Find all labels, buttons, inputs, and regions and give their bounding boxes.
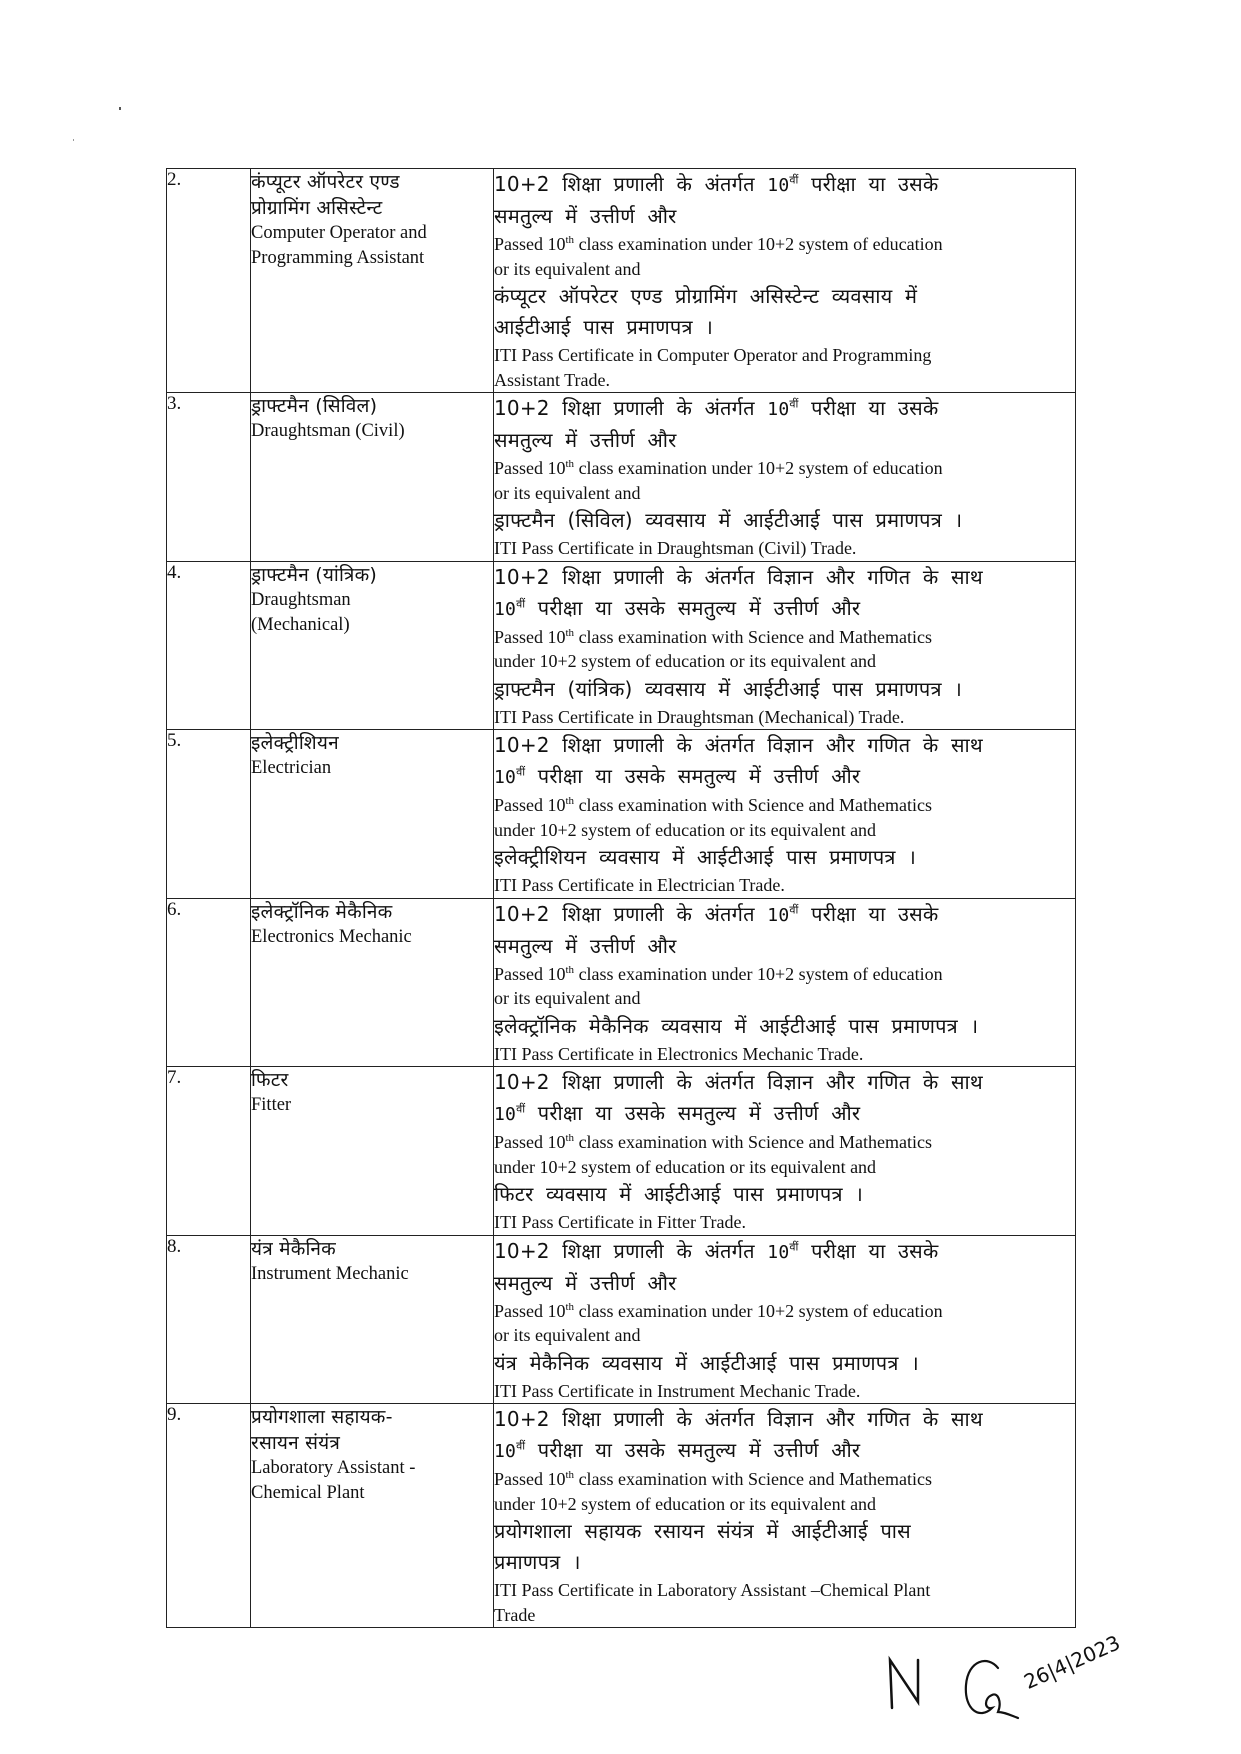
- qualification-english: Passed 10th class examination under 10+2 system of education: [494, 234, 943, 254]
- qualification-english: under 10+2 system of education or its equivalent and: [494, 651, 877, 671]
- iti-certificate-hindi: फिटर व्यवसाय में आईटीआई पास प्रमाणपत्र ।: [494, 1182, 864, 1206]
- qualification-hindi: समतुल्य में उत्तीर्ण और: [494, 204, 677, 228]
- scan-speck: [73, 139, 74, 141]
- iti-certificate-hindi: इलेक्ट्रॉनिक मेकैनिक व्यवसाय में आईटीआई पास प्रमाणपत्र ।: [494, 1013, 979, 1038]
- iti-certificate-english: ITI Pass Certificate in Laboratory Assistant –Chemical Plant: [494, 1580, 931, 1600]
- eligibility-table: [166, 168, 1076, 1628]
- qualification-cell: [494, 561, 1076, 730]
- iti-certificate-hindi: आईटीआई पास प्रमाणपत्र ।: [494, 315, 714, 339]
- trade-name-hindi: ड्राफ्टमैन (सिविल): [251, 395, 378, 417]
- qualification-hindi: 10+2 शिक्षा प्रणाली के अंतर्गत विज्ञान और गणित के साथ: [494, 733, 983, 757]
- qualification-english: Passed 10th class examination under 10+2 system of education: [494, 458, 943, 478]
- trade-name-english: (Mechanical): [251, 614, 350, 635]
- iti-certificate-english: ITI Pass Certificate in Draughtsman (Mechanical) Trade.: [494, 706, 905, 727]
- eligibility-table-body: [167, 169, 1076, 1628]
- qualification-english: Passed 10th class examination with Science and Mathematics: [494, 1469, 932, 1489]
- serial-number: 9.: [167, 1404, 251, 1628]
- qualification-hindi: $10^{वीं}$ परीक्षा या उसके समतुल्य में उत्तीर्ण और: [494, 1101, 861, 1125]
- trade-name-hindi: यंत्र मेकैनिक: [251, 1237, 336, 1260]
- qualification-english: under 10+2 system of education or its equivalent and: [494, 1156, 877, 1177]
- trade-name-english: Electrician: [251, 758, 332, 778]
- trade-name-cell: [251, 1235, 494, 1404]
- trade-name-english: Draughtsman (Civil): [251, 421, 405, 441]
- qualification-hindi: 10+2 शिक्षा प्रणाली के अंतर्गत विज्ञान और गणित के साथ: [494, 1070, 983, 1094]
- qualification-cell: [494, 730, 1076, 899]
- qualification-cell: [494, 169, 1076, 393]
- table-row: [167, 1235, 1076, 1404]
- iti-certificate-english: Trade: [494, 1604, 536, 1625]
- serial-number: 3.: [167, 393, 251, 562]
- scan-speck: [119, 107, 121, 110]
- iti-certificate-english: ITI Pass Certificate in Electrician Trade.: [494, 875, 785, 895]
- trade-name-cell: [251, 169, 494, 393]
- trade-name-hindi: इलेक्ट्रीशियन: [251, 732, 339, 754]
- iti-certificate-hindi: इलेक्ट्रीशियन व्यवसाय में आईटीआई पास प्रमाणपत्र ।: [494, 845, 916, 869]
- serial-number: 2.: [167, 169, 251, 393]
- iti-certificate-english: ITI Pass Certificate in Draughtsman (Civil) Trade.: [494, 538, 857, 558]
- qualification-english: Passed 10th class examination with Science and Mathematics: [494, 626, 932, 647]
- iti-certificate-hindi: ड्राफ्टमैन (सिविल) व्यवसाय में आईटीआई पास प्रमाणपत्र ।: [494, 508, 963, 532]
- qualification-hindi: 10+2 शिक्षा प्रणाली के अंतर्गत $10^{वीं}$ परीक्षा या उसके: [494, 1238, 939, 1263]
- serial-number: 4.: [167, 561, 251, 730]
- qualification-english: Passed 10th class examination with Science and Mathematics: [494, 795, 932, 815]
- trade-name-hindi: प्रोग्रामिंग असिस्टेन्ट: [251, 197, 383, 219]
- qualification-english: Passed 10th class examination with Science and Mathematics: [494, 1132, 932, 1152]
- qualification-hindi: 10+2 शिक्षा प्रणाली के अंतर्गत $10^{वीं}$ परीक्षा या उसके: [494, 172, 939, 196]
- qualification-english: or its equivalent and: [494, 1325, 641, 1345]
- qualification-hindi: समतुल्य में उत्तीर्ण और: [494, 428, 677, 452]
- qualification-english: or its equivalent and: [494, 482, 641, 503]
- qualification-hindi: समतुल्य में उत्तीर्ण और: [494, 933, 677, 958]
- qualification-cell: [494, 1235, 1076, 1404]
- qualification-hindi: 10+2 शिक्षा प्रणाली के अंतर्गत विज्ञान और गणित के साथ: [494, 1407, 983, 1431]
- serial-number: 5.: [167, 730, 251, 899]
- signature: [880, 1630, 1140, 1740]
- table-row: [167, 169, 1076, 393]
- trade-name-hindi: कंप्यूटर ऑपरेटर एण्ड: [251, 171, 400, 193]
- trade-name-english: Instrument Mechanic: [251, 1263, 409, 1284]
- iti-certificate-hindi: प्रमाणपत्र ।: [494, 1550, 581, 1574]
- trade-name-english: Programming Assistant: [251, 248, 425, 268]
- qualification-cell: [494, 1404, 1076, 1628]
- qualification-hindi: $10^{वीं}$ परीक्षा या उसके समतुल्य में उत्तीर्ण और: [494, 1438, 861, 1462]
- iti-certificate-hindi: कंप्यूटर ऑपरेटर एण्ड प्रोग्रामिंग असिस्टेन्ट व्यवसाय में: [494, 284, 918, 308]
- iti-certificate-english: ITI Pass Certificate in Electronics Mechanic Trade.: [494, 1043, 864, 1064]
- serial-number: 6.: [167, 898, 251, 1067]
- iti-certificate-english: Assistant Trade.: [494, 369, 611, 390]
- qualification-hindi: 10+2 शिक्षा प्रणाली के अंतर्गत $10^{वीं}$ परीक्षा या उसके: [494, 396, 939, 420]
- trade-name-cell: [251, 561, 494, 730]
- qualification-cell: [494, 1067, 1076, 1236]
- trade-name-english: Fitter: [251, 1095, 292, 1115]
- trade-name-english: Draughtsman: [251, 589, 351, 610]
- table-row: [167, 730, 1076, 899]
- trade-name-hindi: इलेक्ट्रॉनिक मेकैनिक: [251, 900, 393, 923]
- iti-certificate-hindi: यंत्र मेकैनिक व्यवसाय में आईटीआई पास प्रमाणपत्र ।: [494, 1350, 919, 1375]
- qualification-hindi: $10^{वीं}$ परीक्षा या उसके समतुल्य में उत्तीर्ण और: [494, 595, 861, 620]
- trade-name-cell: [251, 1067, 494, 1236]
- trade-name-cell: [251, 1404, 494, 1628]
- trade-name-cell: [251, 898, 494, 1067]
- qualification-english: Passed 10th class examination under 10+2 system of education: [494, 963, 943, 984]
- trade-name-hindi: फिटर: [251, 1069, 289, 1091]
- qualification-hindi: समतुल्य में उत्तीर्ण और: [494, 1270, 677, 1295]
- qualification-hindi: 10+2 शिक्षा प्रणाली के अंतर्गत विज्ञान और गणित के साथ: [494, 564, 983, 589]
- trade-name-hindi: ड्राफ्टमैन (यांत्रिक): [251, 563, 377, 586]
- table-row: [167, 393, 1076, 562]
- serial-number: 7.: [167, 1067, 251, 1236]
- serial-number: 8.: [167, 1235, 251, 1404]
- trade-name-english: Laboratory Assistant -: [251, 1458, 416, 1478]
- iti-certificate-hindi: प्रयोगशाला सहायक रसायन संयंत्र में आईटीआई पास: [494, 1519, 911, 1543]
- qualification-english: or its equivalent and: [494, 258, 641, 279]
- table-row: [167, 561, 1076, 730]
- qualification-english: under 10+2 system of education or its equivalent and: [494, 819, 877, 840]
- trade-name-hindi: रसायन संयंत्र: [251, 1432, 341, 1454]
- qualification-cell: [494, 393, 1076, 562]
- qualification-english: or its equivalent and: [494, 988, 641, 1008]
- iti-certificate-english: ITI Pass Certificate in Instrument Mechanic Trade.: [494, 1380, 861, 1401]
- signature-date: 26|4|2023: [1020, 1630, 1124, 1694]
- iti-certificate-hindi: ड्राफ्टमैन (यांत्रिक) व्यवसाय में आईटीआई पास प्रमाणपत्र ।: [494, 676, 963, 701]
- table-row: [167, 1067, 1076, 1236]
- qualification-english: under 10+2 system of education or its equivalent and: [494, 1493, 877, 1514]
- qualification-hindi: $10^{वीं}$ परीक्षा या उसके समतुल्य में उत्तीर्ण और: [494, 764, 861, 788]
- iti-certificate-english: ITI Pass Certificate in Fitter Trade.: [494, 1212, 746, 1232]
- trade-name-hindi: प्रयोगशाला सहायक-: [251, 1406, 393, 1428]
- qualification-cell: [494, 898, 1076, 1067]
- trade-name-cell: [251, 730, 494, 899]
- qualification-hindi: 10+2 शिक्षा प्रणाली के अंतर्गत $10^{वीं}$ परीक्षा या उसके: [494, 901, 939, 926]
- trade-name-english: Chemical Plant: [251, 1483, 365, 1503]
- table-row: [167, 1404, 1076, 1628]
- qualification-english: Passed 10th class examination under 10+2 system of education: [494, 1300, 943, 1321]
- table-row: [167, 898, 1076, 1067]
- trade-name-english: Electronics Mechanic: [251, 926, 412, 947]
- trade-name-english: Computer Operator and: [251, 223, 427, 243]
- trade-name-cell: [251, 393, 494, 562]
- iti-certificate-english: ITI Pass Certificate in Computer Operator and Programming: [494, 345, 932, 365]
